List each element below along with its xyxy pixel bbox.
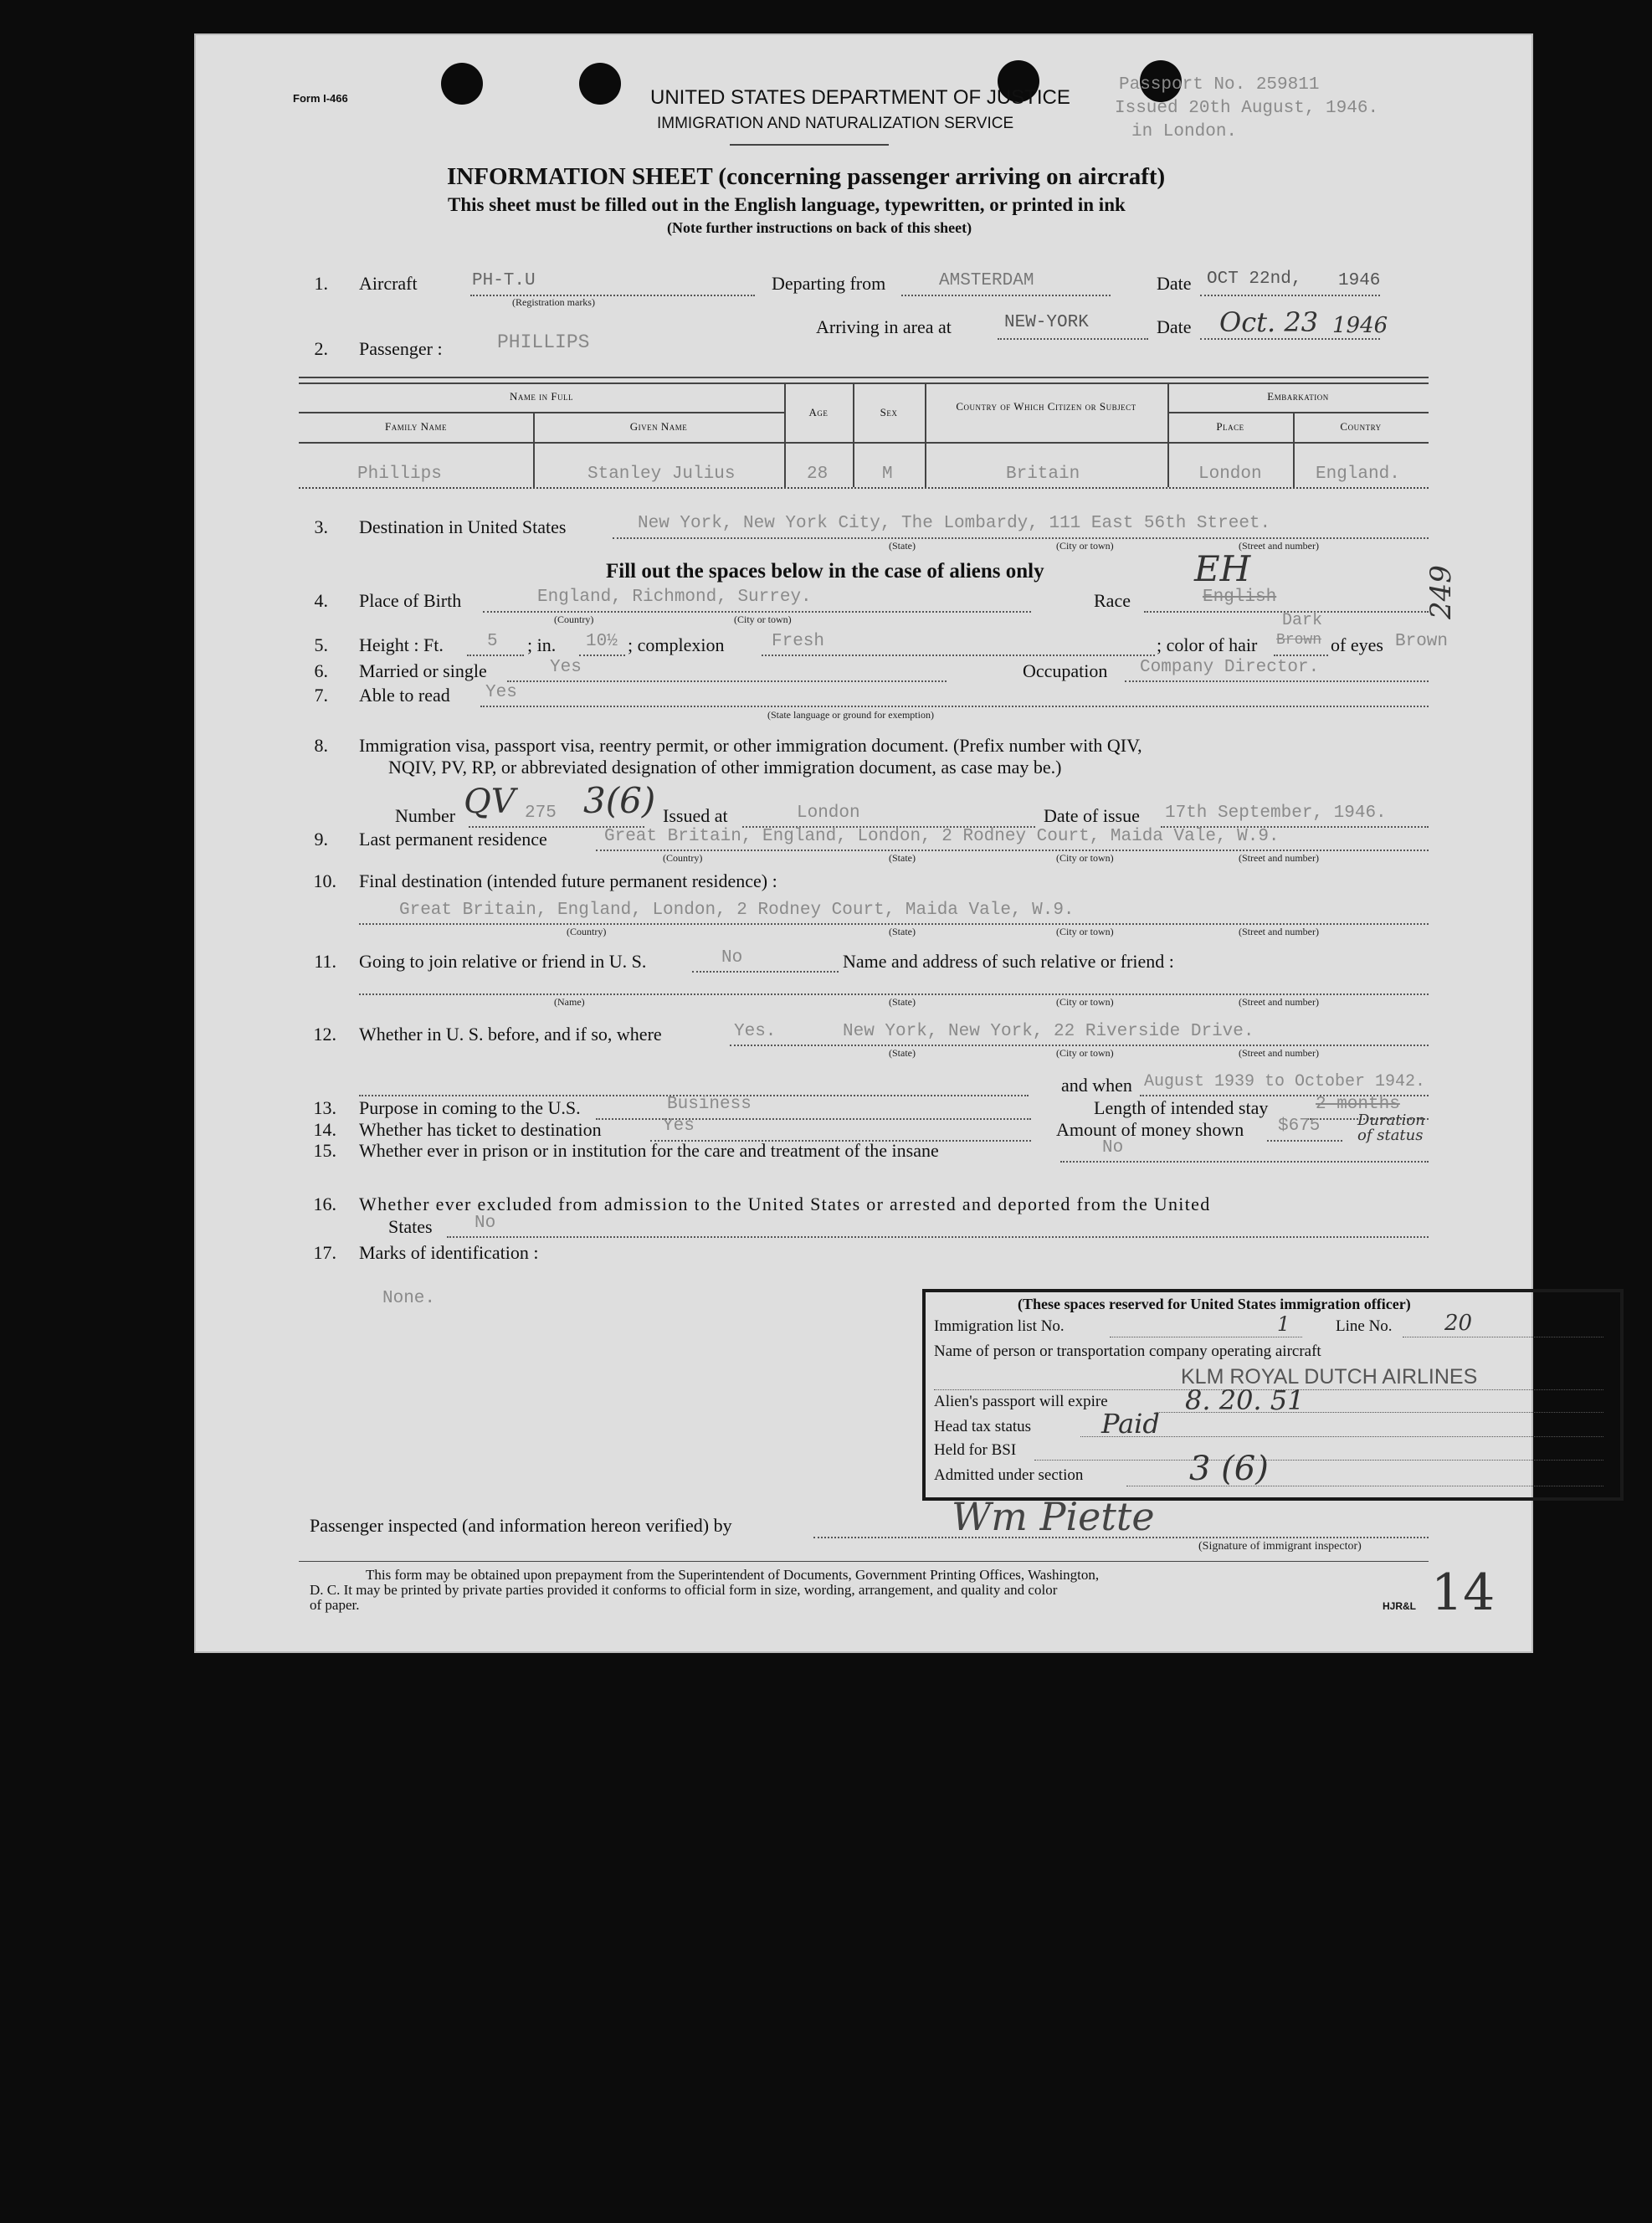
eyes-value: Brown — [1395, 632, 1449, 651]
height-ft-line — [467, 655, 524, 656]
field-5-number: 5. — [314, 634, 328, 655]
number-value: 275 — [525, 803, 557, 823]
height-in-value: 10½ — [586, 632, 618, 651]
relative-line — [359, 993, 1429, 995]
table-vline-1 — [533, 412, 535, 487]
ticket-label: Whether has ticket to destination — [359, 1119, 602, 1140]
final-sub-country: (Country) — [567, 926, 607, 937]
departing-value: AMSTERDAM — [939, 271, 1034, 290]
header-rule — [730, 144, 889, 146]
excluded-value: No — [475, 1214, 496, 1233]
destination-sub-state: (State) — [889, 540, 916, 552]
residence-sub-street: (Street and number) — [1239, 852, 1319, 864]
destination-label: Destination in United States — [359, 516, 567, 537]
issued-value: London — [797, 803, 860, 823]
residence-sub-country: (Country) — [663, 852, 703, 864]
excluded-label: Whether ever excluded from admission to the United States or arrested and deported from the United — [359, 1194, 1211, 1214]
th-sex: Sex — [880, 406, 898, 418]
complexion-value: Fresh — [772, 632, 825, 651]
issued-label: Issued at — [663, 805, 728, 826]
line-value: 20 — [1444, 1311, 1473, 1336]
race-label: Race — [1094, 590, 1131, 611]
printer-mark: HJR&L — [1383, 1600, 1417, 1612]
table-top-rule — [299, 377, 1429, 378]
complexion-label: ; complexion — [628, 634, 725, 655]
page-subtitle: This sheet must be filled out in the English language, typewritten, or printed in ink — [448, 194, 1126, 215]
bsi-line — [1034, 1460, 1603, 1461]
relative-sub-state: (State) — [889, 996, 916, 1008]
cell-country: England. — [1316, 465, 1400, 484]
passenger-value: PHILLIPS — [497, 331, 590, 353]
punch-hole-2 — [579, 63, 621, 105]
occupation-value: Company Director. — [1140, 658, 1320, 677]
departing-label: Departing from — [772, 273, 886, 294]
line-label: Line No. — [1336, 1317, 1393, 1335]
final-line — [359, 923, 1429, 925]
read-sub: (State language or ground for exemption) — [767, 709, 934, 721]
table-header-bottom — [299, 442, 1429, 444]
margin-number: 249 — [1424, 565, 1458, 619]
th-name-in-full: Name in Full — [509, 390, 574, 403]
visa-text-1: Immigration visa, passport visa, reentry permit, or other immigration document. (Prefix number with QIV, — [359, 735, 1142, 756]
field-1-number: 1. — [314, 273, 328, 294]
table-mid-rule-right — [1167, 412, 1429, 413]
officer-box — [922, 1289, 1624, 1501]
footer-rule — [299, 1561, 1429, 1562]
prison-line — [1060, 1161, 1429, 1163]
join-line — [692, 971, 839, 973]
residence-label: Last permanent residence — [359, 829, 547, 850]
form-number: Form I-466 — [293, 92, 348, 105]
birth-label: Place of Birth — [359, 590, 462, 611]
field-15-number: 15. — [313, 1140, 336, 1161]
number-label: Number — [395, 805, 456, 826]
arriving-line — [998, 338, 1148, 340]
operator-value: KLM ROYAL DUTCH AIRLINES — [1181, 1365, 1478, 1389]
date-line-1 — [1200, 295, 1380, 296]
th-given-name: Given Name — [629, 420, 688, 433]
field-13-number: 13. — [313, 1097, 336, 1118]
before-sub-city: (City or town) — [1056, 1047, 1114, 1059]
before-label: Whether in U. S. before, and if so, where — [359, 1024, 662, 1045]
date-value-1: OCT 22nd, — [1207, 270, 1302, 289]
field-10-number: 10. — [313, 870, 336, 891]
passport-label: Alien's passport will expire — [934, 1393, 1108, 1410]
read-value: Yes — [485, 683, 517, 702]
cell-sex: M — [882, 465, 893, 484]
money-value: $675 — [1278, 1117, 1321, 1136]
page-number-hand: 14 — [1431, 1563, 1496, 1622]
passenger-label: Passenger : — [359, 338, 443, 359]
table-vline-5 — [1167, 382, 1169, 487]
list-value: 1 — [1277, 1312, 1290, 1336]
in-label: ; in. — [527, 634, 557, 655]
field-3-number: 3. — [314, 516, 328, 537]
table-vline-6 — [1293, 412, 1295, 487]
signature-sub: (Signature of immigrant inspector) — [1198, 1540, 1362, 1553]
departing-line — [901, 295, 1111, 296]
agency-line-1: UNITED STATES DEPARTMENT OF JUSTICE — [650, 86, 1070, 109]
final-sub-state: (State) — [889, 926, 916, 937]
th-embarkation: Embarkation — [1267, 390, 1329, 403]
destination-sub-street: (Street and number) — [1239, 540, 1319, 552]
bsi-label: Held for BSI — [934, 1441, 1017, 1459]
passport-value: 8. 20. 51 — [1185, 1384, 1305, 1416]
arriving-value: NEW-YORK — [1004, 313, 1089, 332]
stay-label: Length of intended stay — [1094, 1097, 1269, 1118]
date-label-2: Date — [1157, 316, 1192, 337]
marks-label: Marks of identification : — [359, 1242, 539, 1263]
destination-value: New York, New York City, The Lombardy, 111 East 56th Street. — [638, 514, 1271, 533]
money-label: Amount of money shown — [1056, 1119, 1244, 1140]
height-ft-value: 5 — [487, 632, 498, 651]
cell-place: London — [1198, 465, 1262, 484]
officer-box-heading: (These spaces reserved for United States immigration officer) — [1018, 1296, 1411, 1312]
purpose-line — [596, 1118, 1031, 1120]
date-issue-value: 17th September, 1946. — [1165, 803, 1387, 823]
read-line — [480, 706, 1429, 707]
date-label-1: Date — [1157, 273, 1192, 294]
marks-value: None. — [382, 1289, 436, 1308]
race-hand: EH — [1194, 548, 1251, 589]
prison-label: Whether ever in prison or in institution for the care and treatment of the insane — [359, 1140, 939, 1161]
number-hand-2: 3(6) — [583, 780, 656, 821]
field-2-number: 2. — [314, 338, 328, 359]
hair-hand: Dark — [1282, 611, 1323, 630]
table-mid-rule-left — [299, 412, 784, 413]
inspected-label: Passenger inspected (and information hereon verified) by — [310, 1515, 732, 1536]
arriving-label: Arriving in area at — [816, 316, 952, 337]
join-value: No — [721, 948, 743, 968]
page-title: INFORMATION SHEET (concerning passenger arriving on aircraft) — [447, 163, 1166, 190]
th-age: Age — [808, 406, 829, 418]
passport-note-1: Passport No. 259811 — [1119, 75, 1320, 95]
operator-label: Name of person or transportation company operating aircraft — [934, 1343, 1321, 1360]
table-vline-4 — [925, 382, 926, 487]
destination-sub-city: (City or town) — [1056, 540, 1114, 552]
married-value: Yes — [550, 658, 582, 677]
stay-value: 2 months — [1316, 1095, 1400, 1114]
table-top-rule-2 — [299, 382, 1429, 384]
fine-print-1: This form may be obtained upon prepayment from the Superintendent of Documents, Government Printing Offices, Washington, — [366, 1567, 1100, 1583]
birth-sub-country: (Country) — [554, 614, 594, 625]
passport-note-3: in London. — [1131, 122, 1238, 141]
form-sheet — [194, 33, 1533, 1653]
list-label: Immigration list No. — [934, 1317, 1065, 1335]
date-year-1: 1946 — [1338, 271, 1381, 290]
occupation-label: Occupation — [1023, 660, 1108, 681]
tax-value: Paid — [1101, 1408, 1160, 1440]
field-17-number: 17. — [313, 1242, 336, 1263]
aliens-heading: Fill out the spaces below in the case of aliens only — [606, 560, 1044, 583]
married-label: Married or single — [359, 660, 487, 681]
aircraft-value: PH-T.U — [472, 271, 536, 290]
th-citizen: Country of Which Citizen or Subject — [956, 400, 1136, 413]
before-value: Yes. — [734, 1022, 777, 1041]
birth-value: England, Richmond, Surrey. — [537, 588, 812, 607]
tax-label: Head tax status — [934, 1418, 1032, 1435]
final-sub-street: (Street and number) — [1239, 926, 1319, 937]
hair-line — [1274, 655, 1328, 656]
instructions-note: (Note further instructions on back of this sheet) — [667, 219, 972, 236]
agency-line-2: IMMIGRATION AND NATURALIZATION SERVICE — [657, 115, 1014, 132]
relative-sub-city: (City or town) — [1056, 996, 1114, 1008]
table-vline-3 — [853, 382, 854, 487]
hair-label: ; color of hair — [1157, 634, 1258, 655]
date-line-2 — [1200, 338, 1380, 340]
passport-note-2: Issued 20th August, 1946. — [1115, 99, 1379, 118]
cell-family-name: Phillips — [357, 465, 442, 484]
money-line — [1267, 1140, 1342, 1142]
field-16-number: 16. — [313, 1194, 336, 1214]
date-value-2: Oct. 23 — [1219, 306, 1319, 338]
section-label: Admitted under section — [934, 1466, 1084, 1484]
th-country: Country — [1340, 420, 1382, 433]
field-9-number: 9. — [314, 829, 328, 850]
purpose-value: Business — [667, 1095, 752, 1114]
before-place: New York, New York, 22 Riverside Drive. — [843, 1022, 1254, 1041]
visa-text-2: NQIV, PV, RP, or abbreviated designation of other immigration document, as case may be.) — [388, 757, 1062, 778]
birth-line — [483, 611, 1031, 613]
residence-value: Great Britain, England, London, 2 Rodney Court, Maida Vale, W.9. — [604, 827, 1280, 846]
field-12-number: 12. — [313, 1024, 336, 1045]
purpose-label: Purpose in coming to the U.S. — [359, 1097, 581, 1118]
residence-sub-state: (State) — [889, 852, 916, 864]
th-place: Place — [1216, 420, 1244, 433]
inspector-signature: Wm Piette — [952, 1494, 1155, 1539]
prison-value: No — [1102, 1138, 1124, 1158]
relative-sub-name: (Name) — [554, 996, 585, 1008]
height-label: Height : Ft. — [359, 634, 444, 655]
section-value: 3 (6) — [1189, 1450, 1269, 1488]
ticket-value: Yes — [663, 1117, 695, 1136]
date-issue-label: Date of issue — [1044, 805, 1140, 826]
married-line — [507, 680, 947, 682]
complexion-line — [762, 655, 1155, 656]
date-year-2: 1946 — [1332, 313, 1388, 338]
aircraft-sub: (Registration marks) — [512, 296, 595, 308]
fine-print-3: of paper. — [310, 1597, 360, 1613]
field-8-number: 8. — [314, 735, 328, 756]
read-label: Able to read — [359, 685, 450, 706]
number-hand: QV — [464, 783, 516, 821]
when-value: August 1939 to October 1942. — [1144, 1072, 1426, 1091]
final-value: Great Britain, England, London, 2 Rodney Court, Maida Vale, W.9. — [399, 901, 1075, 920]
residence-line — [596, 850, 1429, 851]
before-line — [730, 1045, 1429, 1046]
occupation-line — [1125, 680, 1429, 682]
final-label: Final destination (intended future permanent residence) : — [359, 870, 777, 891]
relative-sub-street: (Street and number) — [1239, 996, 1319, 1008]
final-sub-city: (City or town) — [1056, 926, 1114, 937]
aircraft-label: Aircraft — [359, 273, 418, 294]
residence-sub-city: (City or town) — [1056, 852, 1114, 864]
th-family-name: Family Name — [385, 420, 447, 433]
before-sub-street: (Street and number) — [1239, 1047, 1319, 1059]
field-6-number: 6. — [314, 660, 328, 681]
excluded-label-2: States — [388, 1216, 433, 1237]
destination-line — [613, 537, 1429, 539]
stay-hand: Duration of status — [1357, 1112, 1425, 1144]
field-11-number: 11. — [314, 951, 336, 972]
field-14-number: 14. — [313, 1119, 336, 1140]
punch-hole-1 — [441, 63, 483, 105]
hair-value: Brown — [1276, 632, 1322, 649]
race-value: English — [1203, 588, 1277, 607]
field-7-number: 7. — [314, 685, 328, 706]
join-label: Going to join relative or friend in U. S. — [359, 951, 647, 972]
table-bottom-rule — [299, 487, 1429, 489]
when-label: and when — [1061, 1075, 1132, 1096]
cell-age: 28 — [807, 465, 829, 484]
cell-citizen: Britain — [1006, 465, 1080, 484]
birth-sub-city: (City or town) — [734, 614, 792, 625]
cell-given-name: Stanley Julius — [587, 465, 736, 484]
height-in-line — [579, 655, 625, 656]
table-vline-2 — [784, 382, 786, 487]
eyes-label: of eyes — [1331, 634, 1383, 655]
fine-print-2: D. C. It may be printed by private parties provided it conforms to official form in size, wording, arrangement, and quality and color — [310, 1582, 1058, 1598]
before-sub-state: (State) — [889, 1047, 916, 1059]
relative-label: Name and address of such relative or friend : — [843, 951, 1174, 972]
field-4-number: 4. — [314, 590, 328, 611]
excluded-line — [447, 1236, 1429, 1238]
